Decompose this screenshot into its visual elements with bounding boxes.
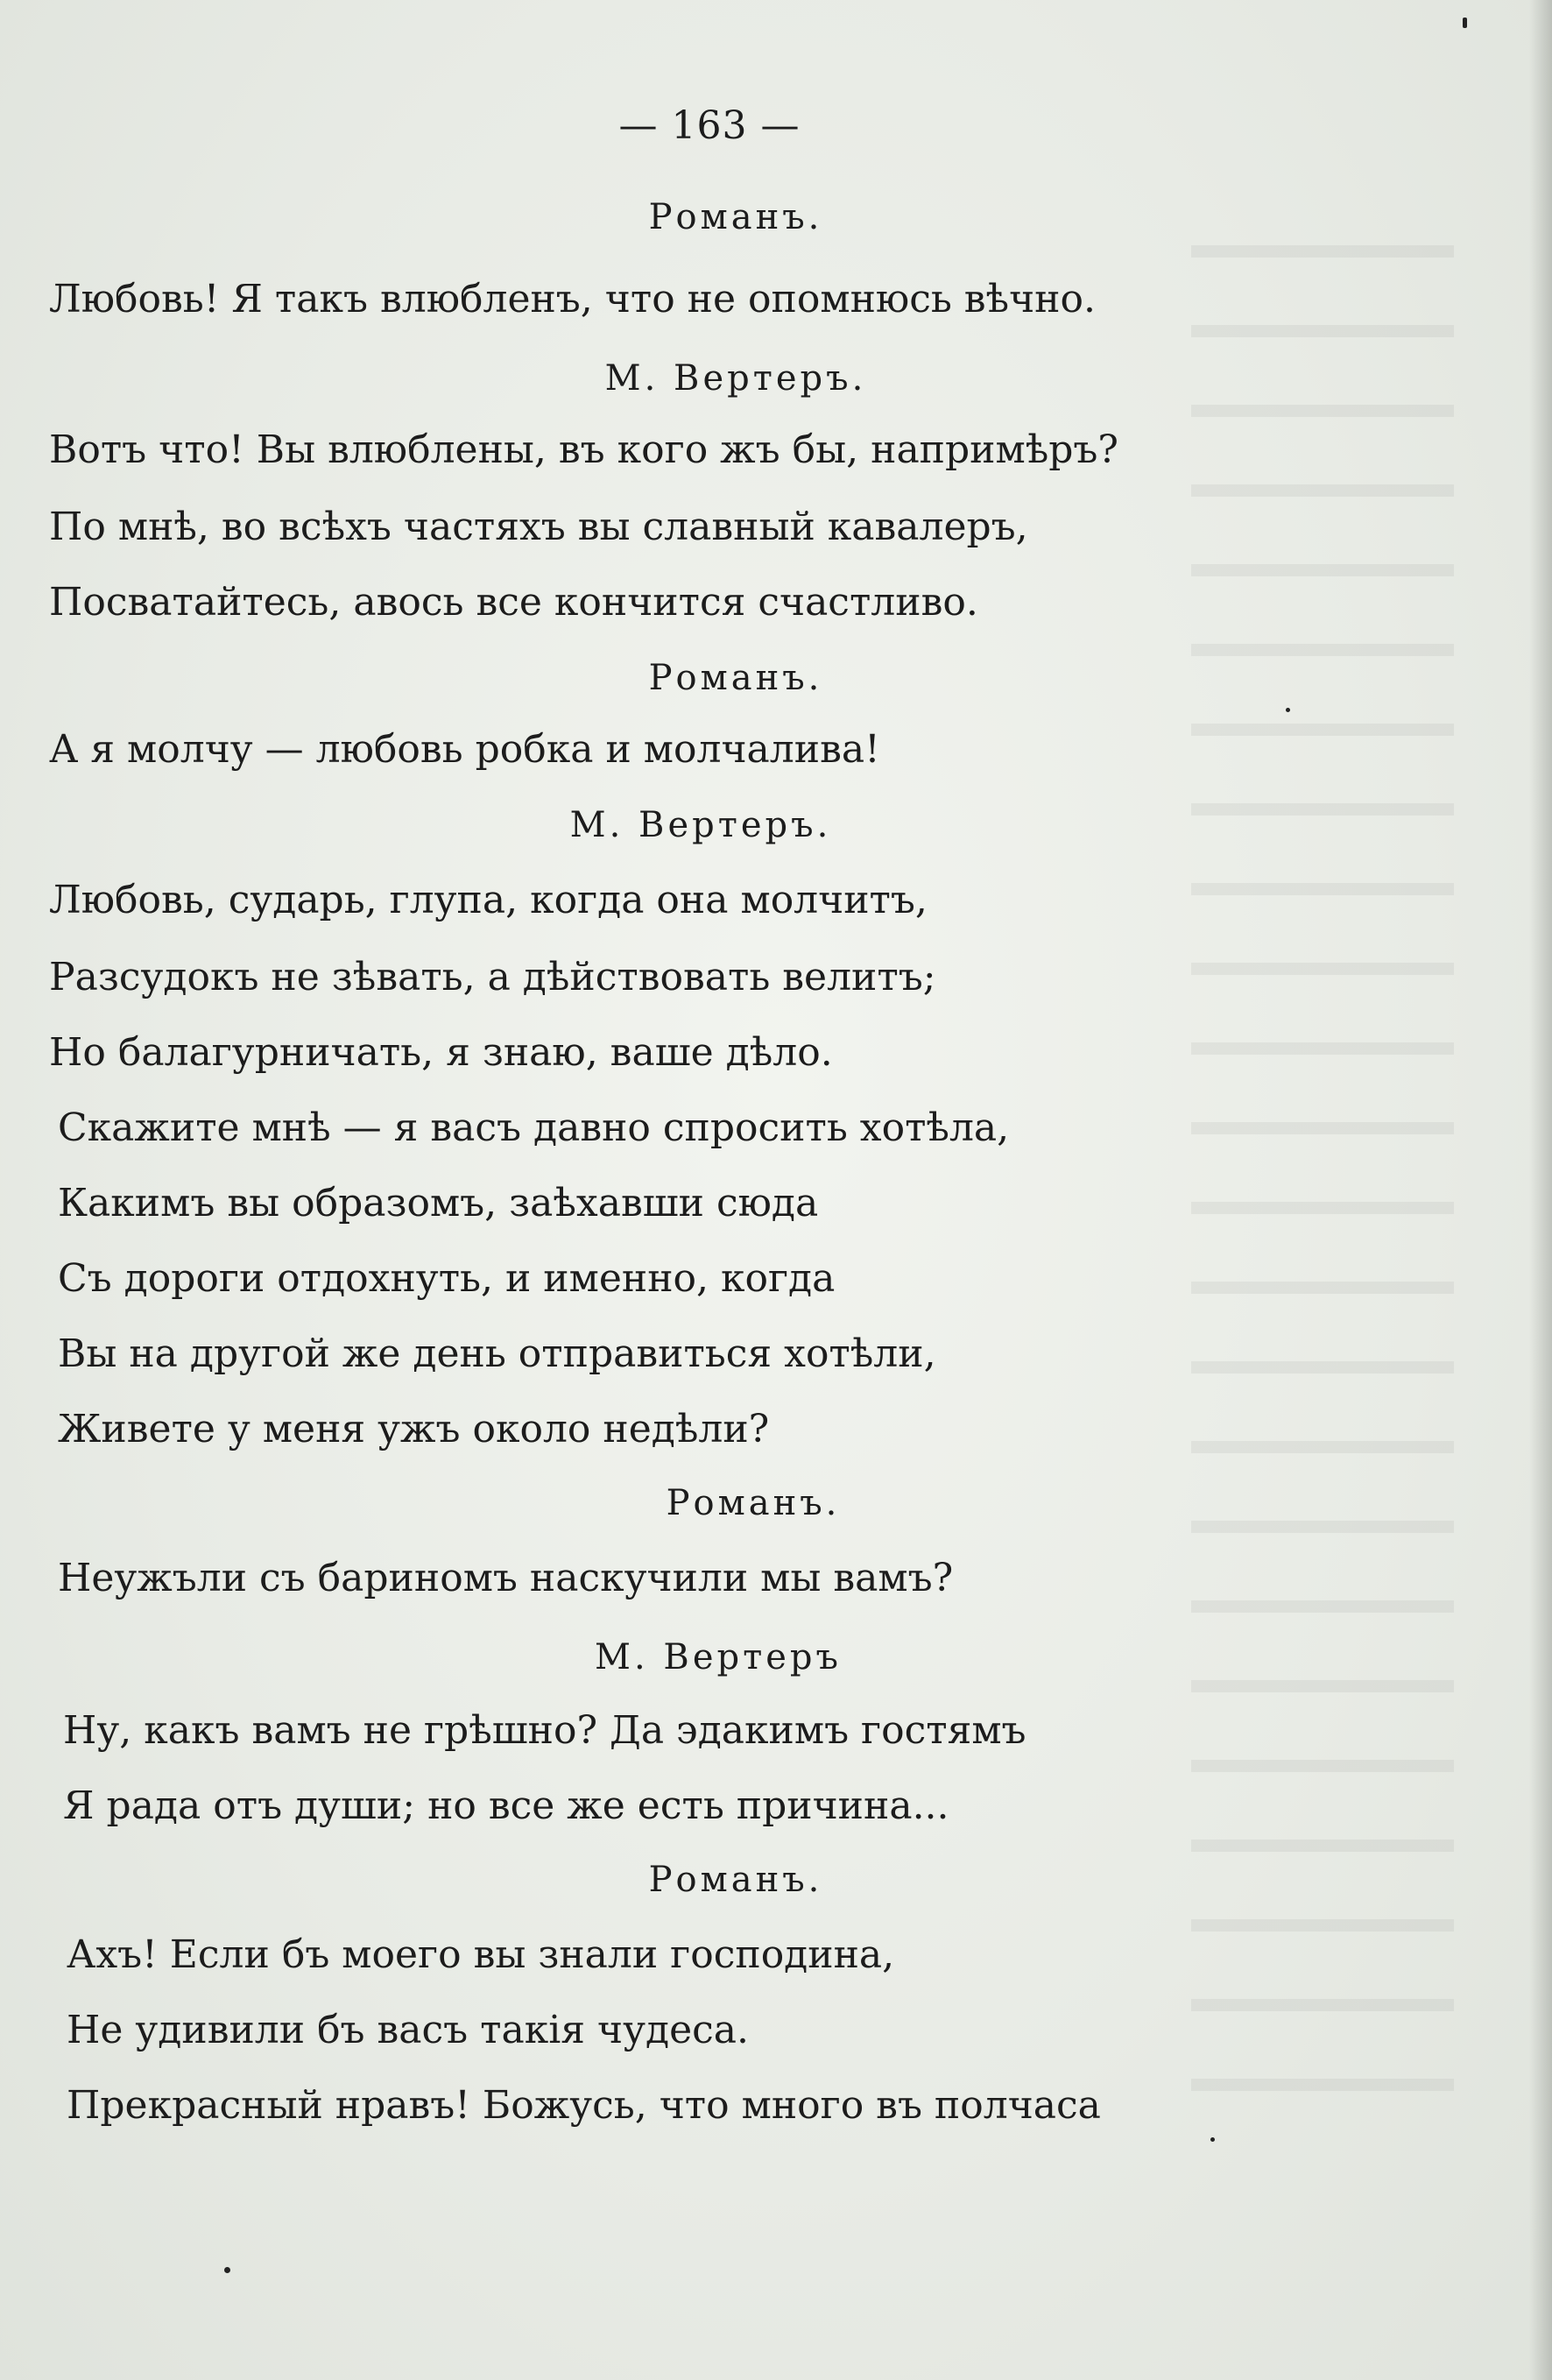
verse-line: Любовь, сударь, глупа, когда она молчитъ, [49, 878, 928, 922]
verse-line: Живете у меня ужъ около недѣли? [58, 1407, 770, 1451]
verse-line: Неужъли съ бариномъ наскучили мы вамъ? [58, 1556, 954, 1600]
speaker-name: М. Вертеръ. [604, 358, 867, 399]
page-edge-shadow [1529, 0, 1552, 2380]
verse-line: Ахъ! Если бъ моего вы знали господина, [67, 1932, 895, 1977]
ink-speck [1463, 18, 1467, 28]
verse-line: Вы на другой же день отправиться хотѣли, [58, 1331, 936, 1376]
ink-speck [1210, 2137, 1215, 2142]
ink-speck [1286, 708, 1290, 712]
verse-line: Посватайтесь, авось все кончится счастливо. [49, 580, 978, 625]
verse-line: Какимъ вы образомъ, заѣхавши сюда [58, 1181, 819, 1225]
verse-line: Я рада отъ души; но все же есть причина... [63, 1783, 949, 1828]
verse-line: Любовь! Я такъ влюбленъ, что не опомнюсь вѣчно. [49, 277, 1096, 321]
verse-line: Скажите мнѣ — я васъ давно спросить хотѣла, [58, 1105, 1010, 1150]
verse-line: Съ дороги отдохнуть, и именно, когда [58, 1256, 836, 1301]
verse-line: Вотъ что! Вы влюблены, въ кого жъ бы, напримѣръ? [49, 427, 1118, 472]
verse-line: Разсудокъ не зѣвать, а дѣйствовать велитъ; [49, 955, 936, 999]
ink-speck [224, 2267, 230, 2273]
verse-line: Но балагурничать, я знаю, ваше дѣло. [49, 1030, 833, 1075]
speaker-name: Романъ. [648, 658, 823, 698]
verse-line: Ну, какъ вамъ не грѣшно? Да эдакимъ гостямъ [63, 1708, 1026, 1753]
page-number: — 163 — [618, 103, 801, 148]
verse-line: Прекрасный нравъ! Божусь, что много въ полчаса [67, 2083, 1101, 2128]
speaker-name: Романъ. [648, 1860, 823, 1900]
speaker-name: Романъ. [666, 1483, 841, 1523]
bleed-through-text [1191, 193, 1454, 2120]
speaker-name: Романъ. [648, 197, 823, 237]
speaker-name: М. Вертеръ. [569, 805, 832, 845]
speaker-name: М. Вертеръ [595, 1637, 842, 1677]
verse-line: А я молчу — любовь робка и молчалива! [49, 727, 880, 772]
verse-line: Не удивили бъ васъ такія чудеса. [67, 2008, 750, 2052]
verse-line: По мнѣ, во всѣхъ частяхъ вы славный кавалеръ, [49, 505, 1028, 549]
